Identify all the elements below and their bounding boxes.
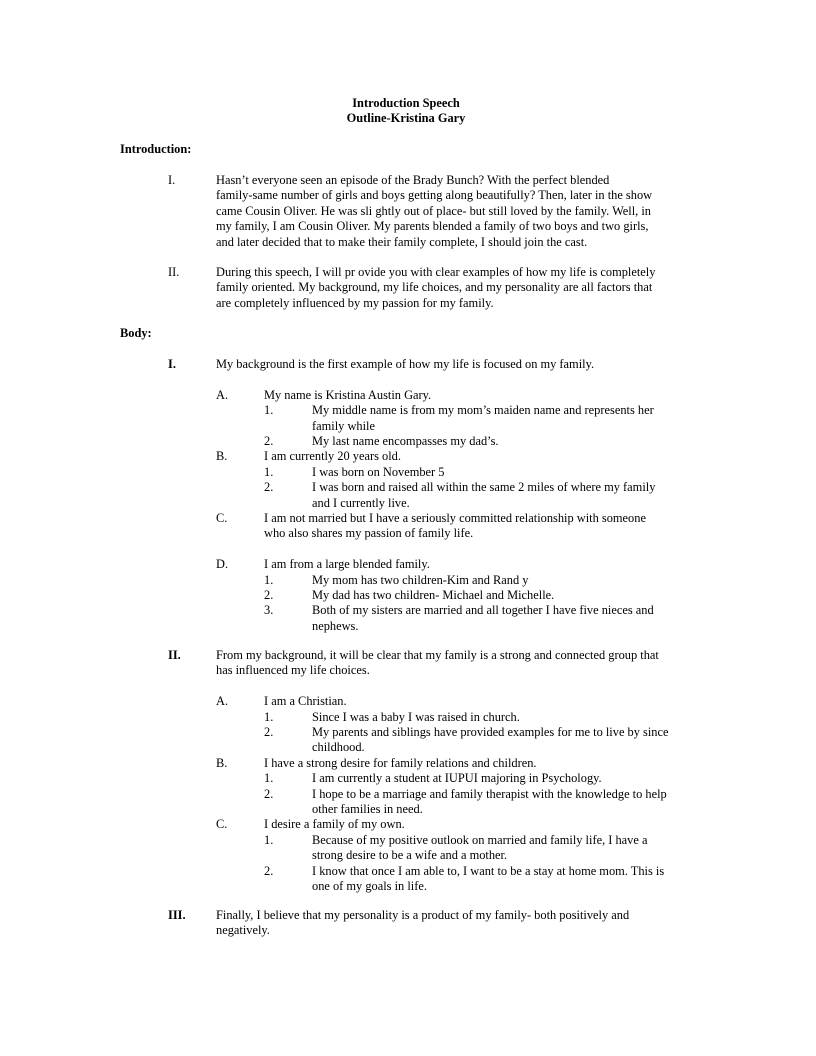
outline-number: 2. — [264, 786, 274, 801]
outline-number: 1. — [264, 771, 274, 786]
outline-number: 2. — [264, 588, 274, 602]
outline-subpoint-line: I desire a family of my own. — [264, 817, 405, 832]
document-subtitle: Outline-Kristina Gary — [346, 111, 466, 125]
outline-text-line: My background is the first example of how my life is focused on my family. — [216, 357, 595, 371]
outline-detail-line: one of my goals in life. — [312, 879, 427, 893]
outline-detail-line: My mom has two children-Kim and Rand y — [312, 572, 529, 587]
outline-letter: B. — [216, 449, 228, 464]
outline-detail-line: I was born on November 5 — [312, 464, 445, 479]
outline-detail-line: and I currently live. — [312, 495, 410, 510]
outline-letter: B. — [216, 755, 228, 770]
outline-text-line: family oriented. My background, my life choices, and my personality are all factors that — [216, 280, 653, 295]
outline-detail-line: My parents and siblings have provided examples for me to live by since — [312, 725, 669, 739]
outline-number: 1. — [264, 403, 274, 418]
outline-numeral: I. — [168, 357, 176, 371]
outline-number: 1. — [264, 709, 274, 724]
outline-subpoint-line: I am from a large blended family. — [264, 557, 430, 572]
document-title: Introduction Speech — [352, 96, 460, 110]
outline-text-line: During this speech, I will pr ovide you with clear examples of how my life is completely — [216, 265, 656, 279]
outline-subpoint-line: My name is Kristina Austin Gary. — [264, 387, 432, 402]
outline-detail-line: My last name encompasses my dad’s. — [312, 434, 499, 448]
outline-text-line: came Cousin Oliver. He was sli ghtly out of place- but still loved by the family. Well, in — [216, 203, 652, 218]
outline-text-line: Finally, I believe that my personality is a product of my family- both positively and — [216, 908, 630, 922]
outline-detail-line: I was born and raised all within the same 2 miles of where my family — [312, 480, 656, 495]
outline-subpoint-line: I am currently 20 years old. — [264, 449, 401, 464]
outline-text-line: negatively. — [216, 923, 270, 938]
outline-detail-line: My middle name is from my mom’s maiden name and represents her — [312, 403, 654, 418]
outline-detail-line: Both of my sisters are married and all together I have five nieces and — [312, 603, 654, 618]
outline-number: 1. — [264, 572, 274, 587]
outline-number: 3. — [264, 603, 274, 618]
outline-detail-line: other families in need. — [312, 802, 423, 816]
outline-number: 1. — [264, 832, 274, 847]
outline-numeral: III. — [168, 908, 186, 922]
outline-detail-line: I hope to be a marriage and family therapist with the knowledge to help — [312, 786, 667, 801]
outline-text-line: and later decided that to make their family complete, I should join the cast. — [216, 234, 588, 249]
outline-text-line: Hasn’t everyone seen an episode of the Brady Bunch? With the perfect blended — [216, 173, 610, 187]
outline-subpoint-line: I am a Christian. — [264, 694, 347, 709]
outline-text-line: my family, I am Cousin Oliver. My parents blended a family of two boys and two girls, — [216, 219, 649, 234]
outline-text-line: has influenced my life choices. — [216, 663, 370, 678]
outline-number: 2. — [264, 434, 274, 448]
outline-letter: A. — [216, 387, 229, 402]
outline-number: 2. — [264, 725, 274, 739]
outline-numeral: I. — [168, 173, 176, 187]
outline-detail-line: I know that once I am able to, I want to be a stay at home mom. This is — [312, 863, 665, 878]
outline-numeral: II. — [168, 265, 180, 279]
outline-letter: D. — [216, 557, 229, 572]
introduction-heading: Introduction: — [120, 142, 192, 156]
outline-number: 1. — [264, 464, 274, 479]
outline-text-line: family-same number of girls and boys getting along beautifully? Then, later in the show — [216, 188, 653, 203]
outline-letter: C. — [216, 511, 228, 525]
outline-number: 2. — [264, 480, 274, 495]
outline-text-line: are completely influenced by my passion for my family. — [216, 295, 494, 310]
outline-letter: A. — [216, 694, 229, 709]
outline-number: 2. — [264, 863, 274, 878]
outline-detail-line: Since I was a baby I was raised in church. — [312, 709, 520, 724]
outline-subpoint-line: who also shares my passion of family life. — [264, 526, 474, 541]
outline-letter: C. — [216, 817, 228, 832]
outline-detail-line: nephews. — [312, 618, 359, 633]
outline-numeral: II. — [168, 648, 181, 662]
outline-text-line: From my background, it will be clear that my family is a strong and connected group that — [216, 648, 659, 662]
outline-subpoint-line: I have a strong desire for family relations and children. — [264, 755, 537, 770]
outline-detail-line: strong desire to be a wife and a mother. — [312, 848, 508, 863]
outline-detail-line: I am currently a student at IUPUI majoring in Psychology. — [312, 771, 602, 786]
outline-detail-line: Because of my positive outlook on married and family life, I have a — [312, 832, 648, 847]
outline-detail-line: family while — [312, 418, 375, 433]
outline-subpoint-line: I am not married but I have a seriously committed relationship with someone — [264, 511, 646, 525]
body-heading: Body: — [120, 326, 152, 340]
outline-detail-line: childhood. — [312, 740, 365, 755]
outline-detail-line: My dad has two children- Michael and Michelle. — [312, 588, 555, 602]
